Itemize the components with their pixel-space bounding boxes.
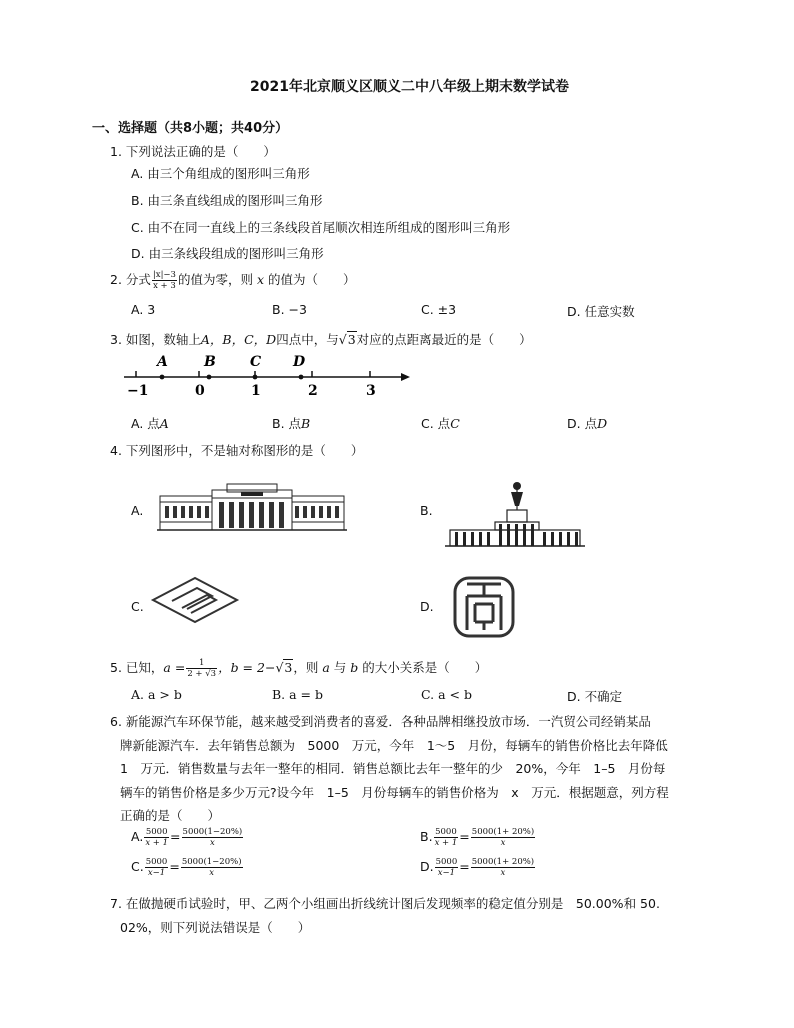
option-c: [131, 857, 244, 878]
fraction: [181, 857, 243, 878]
fraction: [152, 270, 177, 291]
question-line: 7. 在做抛硬币试验时，甲、乙两个小组画出折线统计图后发现频率的稳定值分别是 50.00%和 50.: [110, 896, 660, 911]
option-text: D. 点: [567, 416, 598, 431]
s-logo-figure: [150, 575, 240, 625]
equation-part: a =: [163, 660, 186, 675]
fraction-denominator: x: [209, 838, 215, 848]
fraction-numerator: 1: [186, 658, 217, 669]
fraction-numerator: 5000(1−20%): [182, 827, 243, 837]
question-line: 02%，则下列说法错误是（ ）: [120, 920, 311, 935]
option-c: C. 由不在同一直线上的三条线段首尾顺次相连所组成的图形叫三角形: [131, 220, 511, 235]
question-line: 牌新能源汽车．去年销售总额为 5000 万元，今年 1～5 月份，每辆车的销售价格比去年降低: [120, 738, 668, 753]
variable: C: [450, 416, 460, 431]
question-stem: [110, 270, 356, 291]
question-line: 辆车的销售价格是多少万元?设今年 1–5 月份每辆车的销售价格为 x 万元．根据题意，列方程: [120, 785, 669, 800]
section-heading: 一、选择题（共8小题；共40分）: [92, 121, 289, 136]
fraction: [471, 857, 535, 878]
equals-sign: =: [169, 859, 180, 874]
question-line: 6. 新能源汽车环保节能，越来越受到消费者的喜爱．各种品牌相继投放市场．一汽贸公司经销某品: [110, 714, 651, 729]
square-root: √3: [338, 332, 356, 347]
option-text: C. 点: [421, 416, 451, 431]
option-b: [420, 827, 536, 848]
point-b-dot: [207, 375, 212, 380]
option-d: [420, 857, 536, 878]
fraction-denominator: x: [500, 838, 506, 848]
question-line: 1 万元．销售数量与去年一整年的相同．销售总额比去年一整年的少 20%，今年 1–5 月份每: [120, 761, 666, 776]
stem-text: 2. 分式: [110, 272, 151, 287]
fraction-numerator: 5000: [435, 857, 458, 867]
fraction-denominator: x + 1: [434, 838, 458, 848]
fraction: [186, 658, 217, 679]
option-label: B.: [420, 829, 433, 844]
tick-label: −1: [127, 383, 149, 399]
stem-text: 的值为零，则: [177, 272, 253, 287]
fraction: [434, 827, 459, 848]
option-label: A.: [131, 829, 144, 844]
fraction-denominator: x + 1: [145, 838, 169, 848]
fraction-numerator: 5000: [435, 827, 457, 837]
number-line: [118, 350, 418, 400]
question-stem: 4. 下列图形中，不是轴对称图形的是（ ）: [110, 443, 364, 458]
fraction-denominator: x + 3: [153, 281, 176, 291]
fraction-numerator: 5000(1+ 20%): [471, 857, 535, 867]
fraction-denominator: x−1: [147, 868, 166, 878]
stem-text: 的大小关系是（ ）: [362, 660, 488, 675]
fraction-denominator: x: [500, 868, 506, 878]
fraction-denominator: 2 + √3: [187, 669, 217, 679]
option-a: A. 由三个角组成的图形叫三角形: [131, 166, 310, 181]
variable: A: [159, 416, 169, 431]
point-d-dot: [299, 375, 304, 380]
equation-part: ，b = 2−: [218, 660, 276, 675]
option-d: D. 由三条线段组成的图形叫三角形: [131, 246, 324, 261]
question-line: 正确的是（ ）: [120, 808, 221, 823]
option-a: A. a > b: [131, 687, 182, 702]
point-a-dot: [160, 375, 165, 380]
option-c: C. a < b: [421, 687, 472, 702]
option-label: D.: [420, 859, 434, 874]
tick-label: 3: [366, 383, 376, 399]
option-b: B. 由三条直线组成的图形叫三角形: [131, 193, 323, 208]
fraction-numerator: 5000: [145, 857, 168, 867]
fraction: [435, 857, 459, 878]
option-d: D. 任意实数: [567, 304, 635, 319]
option-label: C.: [131, 859, 144, 874]
seal-pattern-figure: [449, 572, 519, 642]
arrow-icon: [401, 373, 410, 381]
variable: a: [322, 660, 330, 675]
option-a: A. 3: [131, 302, 156, 317]
question-stem: 1. 下列说法正确的是（ ）: [110, 144, 276, 159]
option-c: C. ±3: [421, 302, 457, 317]
fraction-numerator: 5000(1−20%): [181, 857, 242, 867]
stem-text: 3. 如图，数轴上: [110, 332, 201, 347]
option-b: B. a = b: [272, 687, 324, 702]
option-a: [131, 827, 244, 848]
stem-text: ，则: [293, 660, 319, 675]
option-a: [131, 414, 169, 432]
variable: x: [256, 272, 265, 287]
fraction: [144, 827, 169, 848]
fraction-numerator: |x|−3: [152, 270, 176, 280]
question-stem: [110, 658, 487, 679]
stem-text: 对应的点距离最近的是（ ）: [356, 332, 532, 347]
point-c-dot: [253, 375, 258, 380]
building-spire-figure: [445, 480, 585, 550]
fraction-denominator: x: [209, 868, 215, 878]
equals-sign: =: [170, 829, 181, 844]
point-label-c: C: [250, 354, 262, 370]
square-root: √3: [275, 660, 293, 675]
building-hall-figure: [157, 482, 347, 532]
stem-text: 与: [333, 660, 347, 675]
point-label-a: A: [157, 354, 168, 370]
option-d: [567, 414, 607, 432]
point-label-d: D: [293, 354, 306, 370]
tick-label: 0: [195, 383, 205, 399]
option-b: [272, 414, 310, 432]
option-text: A. 点: [131, 416, 160, 431]
option-a-label: A.: [131, 503, 144, 518]
stem-text: 四点中，与: [276, 332, 339, 347]
option-c: [421, 414, 460, 432]
fraction: [471, 827, 535, 848]
fraction: [145, 857, 169, 878]
option-b: B. −3: [272, 302, 307, 317]
page-title: 2021年北京顺义区顺义二中八年级上期末数学试卷: [250, 79, 569, 95]
option-d: D. 不确定: [567, 689, 623, 704]
variable: b: [350, 660, 359, 675]
fraction-denominator: x−1: [437, 868, 456, 878]
variable: B: [301, 416, 311, 431]
tick-label: 2: [308, 383, 318, 399]
variable: D: [597, 416, 608, 431]
tick-label: 1: [251, 383, 261, 399]
fraction: [182, 827, 244, 848]
equals-sign: =: [459, 829, 470, 844]
equals-sign: =: [459, 859, 470, 874]
point-names: A，B，C，D: [200, 332, 277, 347]
stem-text: 的值为（ ）: [268, 272, 356, 287]
option-c-label: C.: [131, 599, 144, 614]
point-label-b: B: [204, 354, 216, 370]
radicand: 3: [347, 332, 356, 347]
radicand: 3: [284, 660, 293, 675]
stem-text: 5. 已知，: [110, 660, 164, 675]
fraction-numerator: 5000: [145, 827, 168, 837]
option-text: B. 点: [272, 416, 302, 431]
option-d-label: D.: [420, 599, 434, 614]
fraction-numerator: 5000(1+ 20%): [471, 827, 535, 837]
question-stem: [110, 330, 532, 348]
option-b-label: B.: [420, 503, 433, 518]
